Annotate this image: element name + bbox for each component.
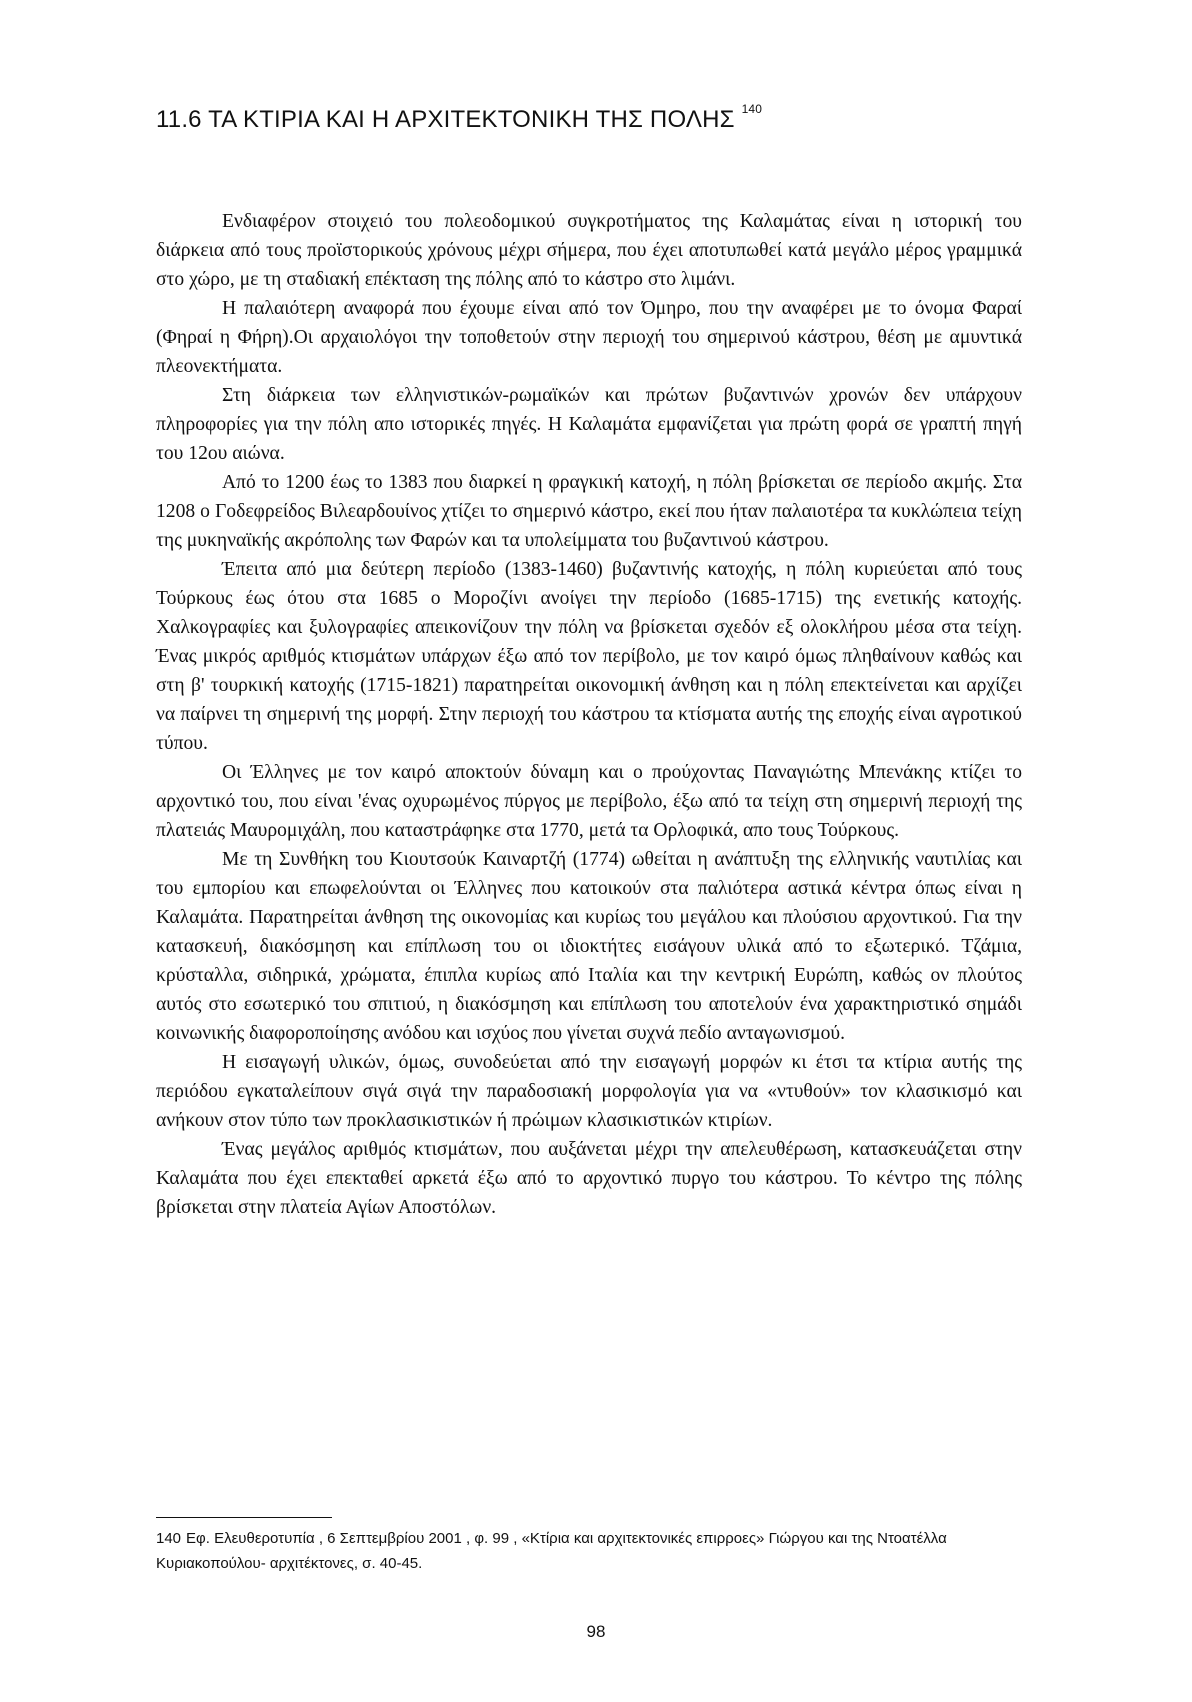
section-heading (156, 102, 763, 134)
footnote-reference: 140 (741, 102, 763, 116)
section-heading-text: 11.6 ΤΑ ΚΤΙΡΙΑ ΚΑΙ Η ΑΡΧΙΤΕΚΤΟΝΙΚΗ ΤΗΣ ΠΟΛΗΣ (156, 106, 735, 133)
footnote (156, 1526, 1036, 1576)
paragraph: Η εισαγωγή υλικών, όμως, συνοδεύεται από την εισαγωγή μορφών κι έτσι τα κτίρια αυτής της περιόδου εγκαταλείπουν σιγά σιγά την παραδοσιακή μορφολογία για να «ντυθούν» τον κλασικισμό και ανήκουν στον τύπο των προκλασικιστικών ή πρώιμων κλασικιστικών κτιρίων. (156, 1052, 1022, 1131)
footnote-divider (156, 1517, 332, 1518)
paragraph: Οι Έλληνες με τον καιρό αποκτούν δύναμη και ο προύχοντας Παναγιώτης Μπενάκης κτίζει το αρχοντικό του, που είναι 'ένας οχυρωμένος πύργος με περίβολο, έξω από τα τείχη στη σημερινή περιοχή της πλατειάς Μαυρομιχάλη, που καταστράφηκε στα 1770, μετά τα Ορλοφικά, απο τους Τούρκους. (156, 762, 1022, 841)
body-text (156, 207, 1022, 1222)
paragraph: Από το 1200 έως το 1383 που διαρκεί η φραγκική κατοχή, η πόλη βρίσκεται σε περίοδο ακμής. Στα 1208 ο Γοδεφρείδος Βιλεαρδουίνος χτίζει το σημερινό κάστρο, εκεί που ήταν παλαιοτέρα τα κυκλώπεια τείχη της μυκηναϊκής ακρόπολης των Φαρών και τα υπολείμματα του βυζαντινού κάστρου. (156, 472, 1022, 551)
paragraph: Ενδιαφέρον στοιχειό του πολεοδομικού συγκροτήματος της Καλαμάτας είναι η ιστορική του διάρκεια από τους προϊστορικούς χρόνους μέχρι σήμερα, που έχει αποτυπωθεί κατά μεγάλο μέρος γραμμικά στο χώρο, με τη σταδιακή επέκταση της πόλης από το κάστρο στο λιμάνι. (156, 211, 1022, 290)
paragraph: Έπειτα από μια δεύτερη περίοδο (1383-1460) βυζαντινής κατοχής, η πόλη κυριεύεται από τους Τούρκους έως ότου στα 1685 ο Μοροζίνι ανοίγει την περίοδο (1685-1715) της ενετικής κατοχής. Χαλκογραφίες και ξυλογραφίες απεικονίζουν την πόλη να βρίσκεται σχεδόν εξ ολοκλήρου μέσα στα τείχη. Ένας μικρός αριθμός κτισμάτων υπάρχων έξω από τον περίβολο, με τον καιρό όμως πληθαίνουν καθώς και στη β' τουρκική κατοχής (1715-1821) παρατηρείται οικονομική άνθηση και η πόλη επεκτείνεται και αρχίζει να παίρνει τη σημερινή της μορφή. Στην περιοχή του κάστρου τα κτίσματα αυτής της εποχής είναι αγροτικού τύπου. (156, 559, 1022, 754)
paragraph: Ένας μεγάλος αριθμός κτισμάτων, που αυξάνεται μέχρι την απελευθέρωση, κατασκευάζεται στην Καλαμάτα που έχει επεκταθεί αρκετά έξω από το αρχοντικό πυργο του κάστρου. Το κέντρο της πόλης βρίσκεται στην πλατεία Αγίων Αποστόλων. (156, 1139, 1022, 1218)
footnote-number: 140 (156, 1530, 182, 1547)
paragraph: Με τη Συνθήκη του Κιουτσούκ Καιναρτζή (1774) ωθείται η ανάπτυξη της ελληνικής ναυτιλίας και του εμπορίου και επωφελούνται οι Έλληνες που κατοικούν στα παλιότερα αστικά κέντρα όπως είναι η Καλαμάτα. Παρατηρείται άνθηση της οικονομίας και κυρίως του μεγάλου και πλούσιου αρχοντικού. Για την κατασκευή, διακόσμηση και επίπλωση του οι ιδιοκτήτες εισάγουν υλικά από το εξωτερικό. Τζάμια, κρύσταλλα, σιδηρικά, χρώματα, έπιπλα κυρίως από Ιταλία και την κεντρική Ευρώπη, καθώς ον πλούτος αυτός στο εσωτερικό του σπιτιού, η διακόσμηση και επίπλωση του αποτελούν ένα χαρακτηριστικό σημάδι κοινωνικής διαφοροποίησης ανόδου και ισχύος που γίνεται συχνά πεδίο ανταγωνισμού. (156, 849, 1022, 1044)
footnote-text: Εφ. Ελευθεροτυπία , 6 Σεπτεμβρίου 2001 , φ. 99 , «Κτίρια και αρχιτεκτονικές επιρροες» Γιώργου και της Ντοατέλλα Κυριακοπούλου- αρχιτέκτονες, σ. 40-45. (156, 1530, 947, 1572)
paragraph: Η παλαιότερη αναφορά που έχουμε είναι από τον Όμηρο, που την αναφέρει με το όνομα Φαραί (Φηραί η Φήρη).Οι αρχαιολόγοι την τοποθετούν στην περιοχή του σημερινού κάστρου, θέση με αμυντικά πλεονεκτήματα. (156, 298, 1022, 377)
page-number: 98 (586, 1622, 606, 1641)
paragraph: Στη διάρκεια των ελληνιστικών-ρωμαϊκών και πρώτων βυζαντινών χρονών δεν υπάρχουν πληροφορίες για την πόλη απο ιστορικές πηγές. Η Καλαμάτα εμφανίζεται για πρώτη φορά σε γραπτή πηγή του 12ου αιώνα. (156, 385, 1022, 464)
